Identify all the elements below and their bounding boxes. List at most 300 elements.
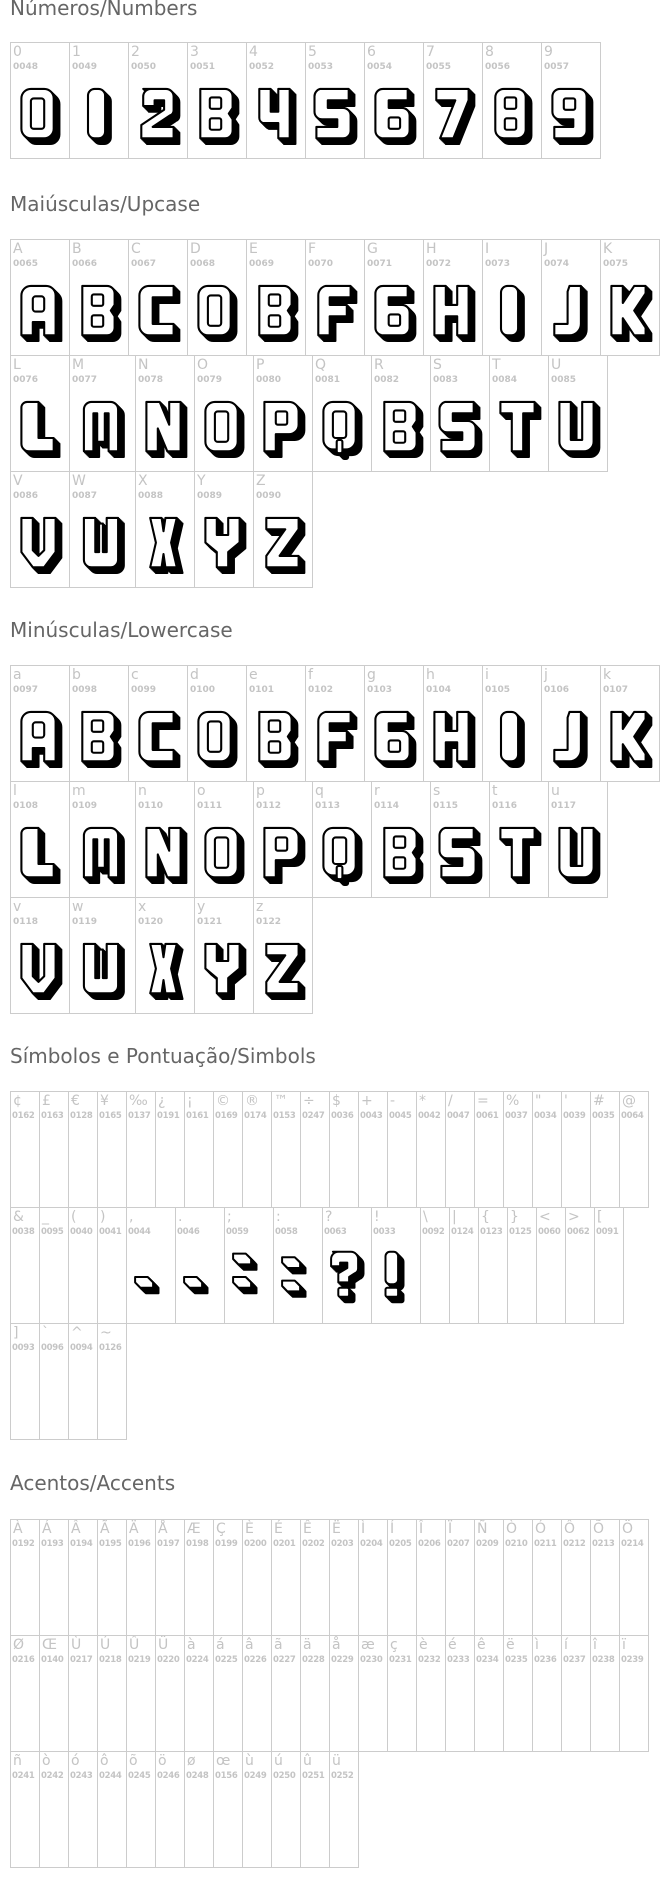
- glyph-code-label: 0099: [131, 685, 157, 695]
- glyph-code-label: 0233: [447, 1655, 470, 1665]
- glyph-char-label: ì: [535, 1637, 539, 1653]
- glyph-preview-question: [323, 1208, 372, 1324]
- glyph-code-label: 0061: [476, 1111, 499, 1121]
- glyph-cell: [10, 1519, 40, 1636]
- glyph-preview-A: [11, 666, 70, 782]
- glyph-preview-B: [70, 666, 129, 782]
- glyph-code-label: 0205: [389, 1539, 412, 1549]
- glyph-cell: [184, 1635, 214, 1752]
- glyph-code-label: 0045: [389, 1111, 412, 1121]
- glyph-char-label: |: [452, 1209, 457, 1225]
- glyph-cell: [430, 781, 490, 898]
- glyph-cell: [300, 1091, 330, 1208]
- glyph-cell: [68, 1323, 98, 1440]
- glyph-cell: [10, 239, 70, 356]
- glyph-code-label: 0201: [273, 1539, 296, 1549]
- glyph-cell: [548, 355, 608, 472]
- glyph-preview-U: [549, 782, 608, 898]
- glyph-char-label: è: [419, 1637, 428, 1653]
- glyph-cell: [10, 665, 70, 782]
- glyph-cell: [619, 1635, 649, 1752]
- glyph-code-label: 0193: [41, 1539, 64, 1549]
- glyph-code-label: 0207: [447, 1539, 470, 1549]
- glyph-cell: [541, 665, 601, 782]
- glyph-cell: [10, 42, 70, 159]
- glyph-char-label: (: [71, 1209, 77, 1225]
- glyph-char-label: ï: [622, 1637, 626, 1653]
- glyph-cell: [224, 1207, 274, 1324]
- glyph-cell: [387, 1519, 417, 1636]
- glyph-code-label: 0211: [534, 1539, 557, 1549]
- glyph-code-label: 0080: [256, 375, 282, 385]
- glyph-char-label: 8: [485, 44, 494, 60]
- glyph-cell: [135, 897, 195, 1014]
- glyph-cell: [271, 1091, 301, 1208]
- glyph-char-label: K: [603, 241, 613, 257]
- glyph-code-label: 0122: [256, 917, 282, 927]
- glyph-preview-W: [70, 472, 136, 588]
- glyph-char-label: ë: [506, 1637, 515, 1653]
- glyph-code-label: 0107: [603, 685, 629, 695]
- glyph-cell: [416, 1519, 446, 1636]
- glyph-char-label: +: [361, 1093, 373, 1109]
- glyph-preview-E: [247, 240, 306, 356]
- glyph-char-label: >: [568, 1209, 580, 1225]
- glyph-cell: [305, 665, 365, 782]
- glyph-preview-J: [542, 666, 601, 782]
- glyph-code-label: 0238: [592, 1655, 615, 1665]
- glyph-char-label: ö: [158, 1753, 167, 1769]
- glyph-code-label: 0230: [360, 1655, 383, 1665]
- glyph-cell: [187, 42, 247, 159]
- glyph-preview-H: [424, 666, 483, 782]
- glyph-char-label: G: [367, 241, 378, 257]
- glyph-code-label: 0216: [12, 1655, 35, 1665]
- glyph-cell: [541, 42, 601, 159]
- glyph-cell: [135, 781, 195, 898]
- glyph-preview-X: [136, 898, 195, 1014]
- glyph-code-label: 0078: [138, 375, 164, 385]
- glyph-char-label: U: [551, 357, 562, 373]
- glyph-cell: [416, 1635, 446, 1752]
- glyph-char-label: E: [249, 241, 258, 257]
- glyph-cell: [305, 42, 365, 159]
- glyph-char-label: 7: [426, 44, 435, 60]
- glyph-code-label: 0226: [244, 1655, 267, 1665]
- glyph-preview-O: [195, 356, 254, 472]
- glyph-char-label: ": [535, 1093, 542, 1109]
- glyph-code-label: 0064: [621, 1111, 644, 1121]
- glyph-cell: [364, 665, 424, 782]
- glyph-code-label: 0109: [72, 801, 98, 811]
- glyph-preview-T: [490, 356, 549, 472]
- glyph-code-label: 0116: [492, 801, 518, 811]
- glyph-cell: [300, 1751, 330, 1868]
- glyph-cell: [474, 1519, 504, 1636]
- glyph-code-label: 0110: [138, 801, 164, 811]
- glyph-preview-A: [11, 240, 70, 356]
- glyph-cell: [364, 42, 424, 159]
- glyph-cell: [430, 355, 490, 472]
- glyph-code-label: 0236: [534, 1655, 557, 1665]
- glyph-code-label: 0227: [273, 1655, 296, 1665]
- glyph-char-label: Û: [129, 1637, 140, 1653]
- glyph-char-label: Ã: [100, 1521, 110, 1537]
- glyph-code-label: 0196: [128, 1539, 151, 1549]
- glyph-preview-C: [129, 666, 188, 782]
- glyph-cell: [39, 1207, 69, 1324]
- glyph-char-label: F: [308, 241, 317, 257]
- glyph-char-label: h: [426, 667, 435, 683]
- glyph-code-label: 0104: [426, 685, 452, 695]
- glyph-cell: [97, 1519, 127, 1636]
- glyph-char-label: .: [178, 1209, 183, 1225]
- glyph-code-label: 0050: [131, 62, 157, 72]
- glyph-cell: [482, 239, 542, 356]
- glyph-code-label: 0046: [177, 1227, 200, 1237]
- glyph-cell: [271, 1751, 301, 1868]
- glyph-cell: [68, 1635, 98, 1752]
- glyph-code-label: 0084: [492, 375, 518, 385]
- glyph-preview-Y: [195, 472, 254, 588]
- glyph-char-label: @: [622, 1093, 636, 1109]
- glyph-cell: [69, 471, 136, 588]
- glyph-char-label: R: [374, 357, 384, 373]
- glyph-char-label: ™: [274, 1093, 288, 1109]
- glyph-cell: [246, 239, 306, 356]
- glyph-preview-1: [70, 43, 129, 159]
- glyph-preview-8: [483, 43, 542, 159]
- glyph-code-label: 0042: [418, 1111, 441, 1121]
- glyph-code-label: 0092: [422, 1227, 445, 1237]
- glyph-code-label: 0169: [215, 1111, 238, 1121]
- glyph-char-label: p: [256, 783, 265, 799]
- glyph-cell: [97, 1091, 127, 1208]
- glyph-cell: [184, 1751, 214, 1868]
- glyph-cell: [271, 1519, 301, 1636]
- glyph-char-label: ¡: [187, 1093, 193, 1109]
- glyph-cell: [128, 239, 188, 356]
- glyph-code-label: 0117: [551, 801, 577, 811]
- glyph-code-label: 0199: [215, 1539, 238, 1549]
- glyph-char-label: N: [138, 357, 149, 373]
- glyph-char-label: 4: [249, 44, 258, 60]
- glyph-cell: [594, 1207, 624, 1324]
- glyph-code-label: 0036: [331, 1111, 354, 1121]
- glyph-cell: [155, 1751, 185, 1868]
- glyph-cell: [536, 1207, 566, 1324]
- glyph-code-label: 0137: [128, 1111, 151, 1121]
- glyph-cell: [387, 1091, 417, 1208]
- section-title: Números/Numbers: [10, 0, 198, 20]
- glyph-code-label: 0191: [157, 1111, 180, 1121]
- glyph-code-label: 0140: [41, 1655, 64, 1665]
- glyph-code-label: 0083: [433, 375, 459, 385]
- glyph-char-label: Í: [390, 1521, 395, 1537]
- glyph-code-label: 0119: [72, 917, 98, 927]
- glyph-char-label: g: [367, 667, 376, 683]
- glyph-char-label: ¿: [158, 1093, 166, 1109]
- glyph-char-label: =: [477, 1093, 489, 1109]
- glyph-code-label: 0162: [12, 1111, 35, 1121]
- glyph-cell: [213, 1635, 243, 1752]
- glyph-code-label: 0102: [308, 685, 334, 695]
- glyph-code-label: 0217: [70, 1655, 93, 1665]
- glyph-char-label: {: [481, 1209, 490, 1225]
- glyph-code-label: 0213: [592, 1539, 615, 1549]
- glyph-char-label: o: [197, 783, 206, 799]
- glyph-char-label: *: [419, 1093, 426, 1109]
- glyph-char-label: ñ: [13, 1753, 22, 1769]
- glyph-char-label: Ù: [71, 1637, 82, 1653]
- glyph-cell: [69, 42, 129, 159]
- glyph-code-label: 0229: [331, 1655, 354, 1665]
- glyph-code-label: 0053: [308, 62, 334, 72]
- glyph-char-label: ä: [303, 1637, 312, 1653]
- glyph-code-label: 0086: [13, 491, 39, 501]
- glyph-cell: [10, 1207, 40, 1324]
- glyph-cell: [10, 355, 70, 472]
- glyph-code-label: 0066: [72, 259, 98, 269]
- glyph-preview-P: [254, 356, 313, 472]
- glyph-code-label: 0033: [373, 1227, 396, 1237]
- glyph-cell: [532, 1519, 562, 1636]
- glyph-cell: [474, 1635, 504, 1752]
- glyph-code-label: 0105: [485, 685, 511, 695]
- glyph-char-label: ¥: [100, 1093, 109, 1109]
- glyph-cell: [482, 665, 542, 782]
- glyph-preview-9: [542, 43, 601, 159]
- glyph-cell: [482, 42, 542, 159]
- glyph-cell: [590, 1635, 620, 1752]
- glyph-char-label: V: [13, 473, 23, 489]
- glyph-char-label: È: [245, 1521, 254, 1537]
- glyph-code-label: 0197: [157, 1539, 180, 1549]
- glyph-char-label: É: [274, 1521, 283, 1537]
- glyph-preview-6: [365, 43, 424, 159]
- glyph-preview-2: [129, 43, 188, 159]
- glyph-code-label: 0074: [544, 259, 570, 269]
- glyph-cell: [187, 665, 247, 782]
- glyph-code-label: 0043: [360, 1111, 383, 1121]
- glyph-char-label: À: [13, 1521, 23, 1537]
- glyph-preview-N: [136, 782, 195, 898]
- glyph-code-label: 0237: [563, 1655, 586, 1665]
- glyph-cell: [39, 1519, 69, 1636]
- glyph-code-label: 0088: [138, 491, 164, 501]
- glyph-preview-5: [306, 43, 365, 159]
- glyph-char-label: Ô: [564, 1521, 576, 1537]
- glyph-code-label: 0204: [360, 1539, 383, 1549]
- glyph-code-label: 0059: [226, 1227, 249, 1237]
- glyph-code-label: 0114: [374, 801, 400, 811]
- glyph-char-label: Ì: [361, 1521, 366, 1537]
- glyph-char-label: q: [315, 783, 324, 799]
- glyph-code-label: 0081: [315, 375, 341, 385]
- glyph-code-label: 0096: [41, 1343, 64, 1353]
- glyph-char-label: á: [216, 1637, 225, 1653]
- glyph-cell: [478, 1207, 508, 1324]
- glyph-code-label: 0097: [13, 685, 39, 695]
- glyph-char-label: x: [138, 899, 147, 915]
- glyph-preview-comma: [127, 1208, 176, 1324]
- glyph-code-label: 0065: [13, 259, 39, 269]
- glyph-preview-Q: [313, 782, 372, 898]
- glyph-cell: [187, 239, 247, 356]
- glyph-char-label: A: [13, 241, 23, 257]
- glyph-code-label: 0202: [302, 1539, 325, 1549]
- glyph-code-label: 0194: [70, 1539, 93, 1549]
- glyph-code-label: 0087: [72, 491, 98, 501]
- glyph-code-label: 0209: [476, 1539, 499, 1549]
- glyph-code-label: 0163: [41, 1111, 64, 1121]
- glyph-char-label: ç: [390, 1637, 398, 1653]
- glyph-preview-N: [136, 356, 195, 472]
- glyph-char-label: m: [72, 783, 86, 799]
- glyph-code-label: 0228: [302, 1655, 325, 1665]
- glyph-cell: [10, 471, 70, 588]
- glyph-code-label: 0041: [99, 1227, 122, 1237]
- glyph-char-label: %: [506, 1093, 520, 1109]
- glyph-char-label: ê: [477, 1637, 486, 1653]
- glyph-code-label: 0192: [12, 1539, 35, 1549]
- glyph-cell: [561, 1635, 591, 1752]
- glyph-cell: [194, 355, 254, 472]
- glyph-cell: [420, 1207, 450, 1324]
- glyph-code-label: 0251: [302, 1771, 325, 1781]
- glyph-char-label: î: [593, 1637, 597, 1653]
- glyph-cell: [69, 781, 136, 898]
- glyph-char-label: 2: [131, 44, 140, 60]
- glyph-code-label: 0112: [256, 801, 282, 811]
- glyph-cell: [449, 1207, 479, 1324]
- glyph-preview-U: [549, 356, 608, 472]
- glyph-preview-Y: [195, 898, 254, 1014]
- glyph-cell: [548, 781, 608, 898]
- glyph-preview-K: [601, 240, 660, 356]
- glyph-cell: [561, 1519, 591, 1636]
- glyph-cell: [39, 1751, 69, 1868]
- glyph-code-label: 0161: [186, 1111, 209, 1121]
- glyph-code-label: 0060: [538, 1227, 561, 1237]
- glyph-cell: [312, 355, 372, 472]
- glyph-char-label: ‰: [129, 1093, 148, 1109]
- glyph-char-label: ': [564, 1093, 568, 1109]
- glyph-char-label: #: [593, 1093, 605, 1109]
- glyph-char-label: e: [249, 667, 258, 683]
- glyph-code-label: 0039: [563, 1111, 586, 1121]
- glyph-char-label: ®: [245, 1093, 259, 1109]
- glyph-char-label: $: [332, 1093, 341, 1109]
- glyph-code-label: 0058: [275, 1227, 298, 1237]
- glyph-code-label: 0079: [197, 375, 223, 385]
- glyph-code-label: 0111: [197, 801, 223, 811]
- glyph-code-label: 0055: [426, 62, 452, 72]
- glyph-cell: [184, 1091, 214, 1208]
- glyph-char-label: :: [276, 1209, 281, 1225]
- glyph-code-label: 0052: [249, 62, 275, 72]
- glyph-code-label: 0120: [138, 917, 164, 927]
- glyph-preview-V: [11, 472, 70, 588]
- glyph-char-label: ~: [100, 1325, 112, 1341]
- glyph-cell: [590, 1519, 620, 1636]
- glyph-cell: [242, 1751, 272, 1868]
- glyph-cell: [128, 665, 188, 782]
- glyph-cell: [135, 355, 195, 472]
- glyph-preview-period: [176, 1208, 225, 1324]
- glyph-cell: [600, 239, 660, 356]
- glyph-cell: [184, 1519, 214, 1636]
- glyph-char-label: Ò: [506, 1521, 518, 1537]
- glyph-char-label: ø: [187, 1753, 196, 1769]
- glyph-code-label: 0126: [99, 1343, 122, 1353]
- glyph-cell: [503, 1519, 533, 1636]
- glyph-char-label: ü: [332, 1753, 341, 1769]
- glyph-char-label: õ: [129, 1753, 138, 1769]
- glyph-code-label: 0103: [367, 685, 393, 695]
- glyph-code-label: 0124: [451, 1227, 474, 1237]
- glyph-code-label: 0244: [99, 1771, 122, 1781]
- glyph-cell: [253, 471, 313, 588]
- glyph-char-label: ^: [71, 1325, 83, 1341]
- glyph-char-label: \: [423, 1209, 428, 1225]
- glyph-char-label: å: [332, 1637, 341, 1653]
- glyph-code-label: 0234: [476, 1655, 499, 1665]
- glyph-cell: [68, 1091, 98, 1208]
- glyph-cell: [423, 239, 483, 356]
- glyph-cell: [416, 1091, 446, 1208]
- glyph-preview-L: [11, 782, 70, 898]
- glyph-char-label: í: [564, 1637, 568, 1653]
- glyph-char-label: j: [544, 667, 548, 683]
- glyph-cell: [300, 1635, 330, 1752]
- glyph-code-label: 0239: [621, 1655, 644, 1665]
- glyph-cell: [69, 897, 136, 1014]
- glyph-char-label: £: [42, 1093, 51, 1109]
- glyph-cell: [561, 1091, 591, 1208]
- glyph-char-label: <: [539, 1209, 551, 1225]
- glyph-cell: [68, 1519, 98, 1636]
- glyph-code-label: 0225: [215, 1655, 238, 1665]
- glyph-cell: [97, 1323, 127, 1440]
- glyph-cell: [126, 1091, 156, 1208]
- glyph-char-label: O: [197, 357, 209, 373]
- glyph-cell: [253, 355, 313, 472]
- glyph-char-label: X: [138, 473, 148, 489]
- glyph-cell: [97, 1635, 127, 1752]
- glyph-char-label: Á: [42, 1521, 52, 1537]
- glyph-char-label: ?: [325, 1209, 333, 1225]
- glyph-cell: [246, 665, 306, 782]
- glyph-cell: [358, 1635, 388, 1752]
- glyph-char-label: ó: [71, 1753, 80, 1769]
- glyph-cell: [10, 1751, 40, 1868]
- glyph-code-label: 0123: [480, 1227, 503, 1237]
- glyph-cell: [358, 1519, 388, 1636]
- glyph-cell: [10, 1323, 40, 1440]
- glyph-char-label: i: [485, 667, 489, 683]
- glyph-char-label: Ê: [303, 1521, 312, 1537]
- glyph-cell: [68, 1207, 98, 1324]
- glyph-code-label: 0198: [186, 1539, 209, 1549]
- glyph-char-label: Î: [419, 1521, 424, 1537]
- glyph-char-label: ]: [13, 1325, 19, 1341]
- glyph-code-label: 0037: [505, 1111, 528, 1121]
- glyph-cell: [423, 665, 483, 782]
- glyph-cell: [175, 1207, 225, 1324]
- glyph-cell: [155, 1519, 185, 1636]
- glyph-code-label: 0063: [324, 1227, 347, 1237]
